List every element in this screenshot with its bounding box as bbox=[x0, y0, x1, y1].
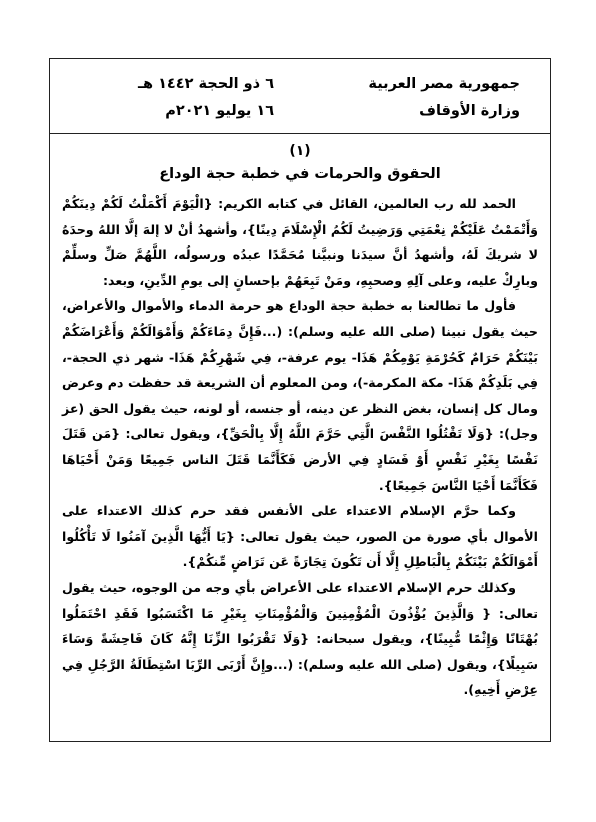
paragraph-wealth: وكما حرَّم الإسلام الاعتداء على الأنفس فقد حرم كذلك الاعتداء على الأموال بأي صورة من الصور، حيث يقول تعالى: {يَا أَيُّهَا الَّذِينَ آمَنُوا لَا تَأْكُلُوا أَمْوَالَكُمْ بَيْنَكُمْ بِالْبَاطِلِ إِلَّا أَن تَكُونَ تِجَارَةً عَن تَرَاضٍ مِّنكُمْ}. bbox=[62, 503, 538, 570]
sermon-title: الحقوق والحرمات في خطبة حجة الوداع bbox=[159, 166, 441, 182]
country-name: جمهورية مصر العربية bbox=[368, 76, 520, 92]
paragraph-intro: الحمد لله رب العالمين، القائل في كتابه الكريم: {الْيَوْمَ أَكْمَلْتُ لَكُمْ دِينَكُمْ وَأَتْمَمْتُ عَلَيْكُمْ نِعْمَتِي وَرَضِيتُ لَكُمُ الْإِسْلَامَ دِينًا}، وأشهدُ أنْ لا إلهَ إلَّا اللهُ وحدَهُ لا شريكَ لَهُ، وأشهدُ أنَّ سيدَنا ونبيَّنا مُحَمَّدًا عبدُه ورسولُه، اللَّهُمَّ صَلِّ وسلِّمْ وبارِكْ عليه، وعلى آلِهِ وصحبِهِ، ومَنْ تَبِعَهُمْ بإحسانٍ إلى يومِ الدِّينِ، وبعد: bbox=[62, 196, 538, 288]
sermon-body bbox=[62, 191, 538, 703]
document-frame bbox=[49, 58, 551, 742]
paragraph-honor: وكذلك حرم الإسلام الاعتداء على الأعراض بأي وجه من الوجوه، حيث يقول تعالى: { وَالَّذِينَ يُؤْذُونَ الْمُؤْمِنِينَ وَالْمُؤْمِنَاتِ بِغَيْرِ مَا اكْتَسَبُوا فَقَدِ احْتَمَلُوا بُهْتَانًا وَإِثْمًا مُّبِينًا}، ويقول سبحانه: {وَلَا تَقْرَبُوا الزِّنَا إِنَّهُ كَانَ فَاحِشَةً وَسَاءَ سَبِيلًا}، ويقول (صلى الله عليه وسلم): (...وإِنَّ أَرْبَى الرِّبَا اسْتِطَالَةُ الرَّجُلِ فِي عِرْضِ أَخِيهِ). bbox=[62, 579, 538, 698]
gregorian-date: ١٦ يوليو ٢٠٢١م bbox=[165, 103, 275, 119]
hijri-date: ٦ ذو الحجة ١٤٤٢ هـ bbox=[138, 76, 275, 92]
date-block bbox=[138, 71, 274, 125]
sermon-number: (١) bbox=[289, 143, 311, 159]
header-divider bbox=[50, 133, 550, 134]
issuer-block bbox=[368, 71, 520, 125]
ministry-name: وزارة الأوقاف bbox=[419, 103, 520, 119]
paragraph-blood-wealth-honor: فأول ما تطالعنا به خطبة حجة الوداع هو حرمة الدماء والأموال والأعراض، حيث يقول نبينا (صلى الله عليه وسلم): (...فَإِنَّ دِمَاءَكُمْ وَأَمْوَالَكُمْ وَأَعْرَاضَكُمْ بَيْنَكُمْ حَرَامٌ كَحُرْمَةِ يَوْمِكُمْ هَذَا- يوم عرفة-، فِي شَهْرِكُمْ هَذَا- شهر ذي الحجة-، فِي بَلَدِكُمْ هَذَا- مكة المكرمة-)، ومن المعلوم أن الشريعة قد حفظت دم وعرض ومال كل إنسان، بغض النظر عن دينه، أو جنسه، أو لونه، حيث يقول الحق (عز وجل): {وَلَا تَقْتُلُوا النَّفْسَ الَّتِي حَرَّمَ اللَّهُ إِلَّا بِالْحَقِّ}، ويقول تعالى: {مَن قَتَلَ نَفْسًا بِغَيْرِ نَفْسٍ أَوْ فَسَادٍ فِي الأرض فَكَأَنَّمَا قَتَلَ الناس جَمِيعًا وَمَنْ أَحْيَاهَا فَكَأَنَّمَا أَحْيَا النَّاسَ جَمِيعًا}. bbox=[62, 298, 538, 493]
document-header bbox=[50, 71, 550, 135]
